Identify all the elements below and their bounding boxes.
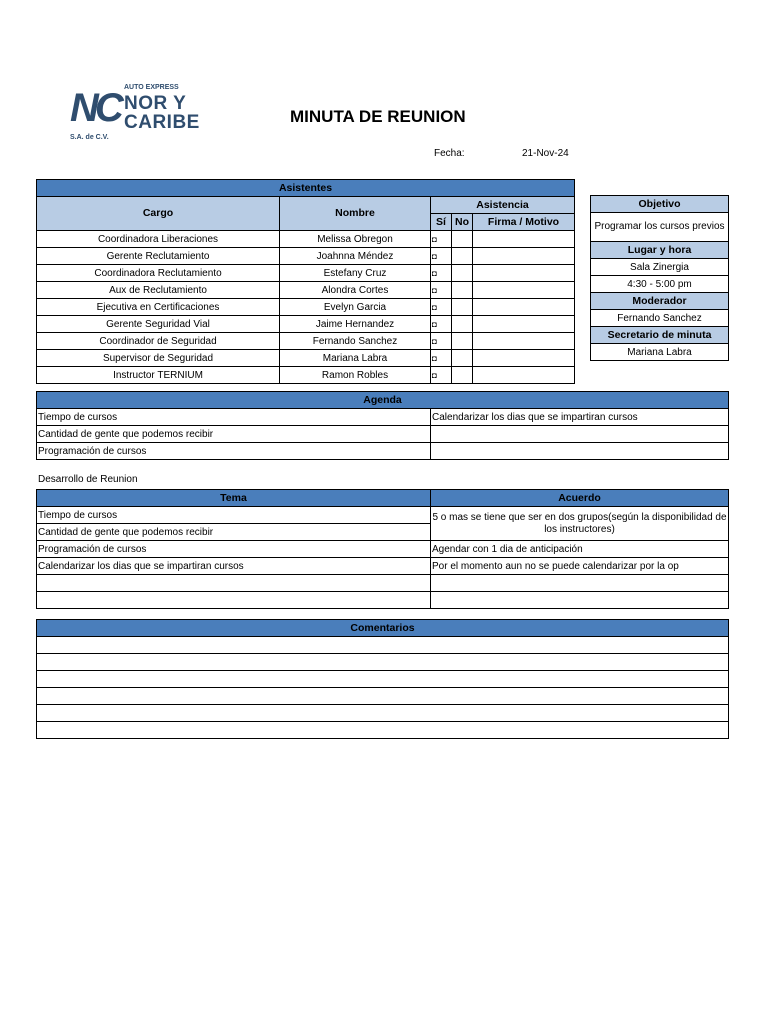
agenda-row xyxy=(37,409,729,426)
hora-value: 4:30 - 5:00 pm xyxy=(591,276,729,293)
nombre-cell: Mariana Labra xyxy=(280,350,431,367)
si-checkbox[interactable]: ◘ xyxy=(431,367,452,384)
asistente-row xyxy=(37,350,575,367)
col-cargo-header: Cargo xyxy=(37,197,280,231)
cargo-cell: Gerente Seguridad Vial xyxy=(37,316,280,333)
page-title: MINUTA DE REUNION xyxy=(290,107,466,126)
fecha-value: 21-Nov-24 xyxy=(522,148,569,159)
cargo-cell: Supervisor de Seguridad xyxy=(37,350,280,367)
firma-cell[interactable] xyxy=(473,367,575,384)
nombre-cell: Ramon Robles xyxy=(280,367,431,384)
cargo-cell: Aux de Reclutamiento xyxy=(37,282,280,299)
comentario-row xyxy=(37,722,729,739)
col-tema-header: Tema xyxy=(37,490,431,507)
cargo-cell: Ejecutiva en Certificaciones xyxy=(37,299,280,316)
acuerdo-cell xyxy=(431,592,729,609)
nombre-cell: Jaime Hernandez xyxy=(280,316,431,333)
comentario-row xyxy=(37,688,729,705)
nombre-cell: Alondra Cortes xyxy=(280,282,431,299)
logo-line1: NOR Y xyxy=(124,93,187,114)
col-acuerdo-header: Acuerdo xyxy=(431,490,729,507)
acuerdo-cell: 5 o mas se tiene que ser en dos grupos(según la disponibilidad de los instructores) xyxy=(431,507,729,541)
secretario-header: Secretario de minuta xyxy=(591,327,729,344)
asistente-row xyxy=(37,316,575,333)
agenda-cell: Calendarizar los dias que se impartiran cursos xyxy=(431,409,729,426)
tema-cell: Programación de cursos xyxy=(37,541,431,558)
firma-cell[interactable] xyxy=(473,350,575,367)
comentario-cell[interactable] xyxy=(37,671,729,688)
no-cell[interactable] xyxy=(452,299,473,316)
si-checkbox[interactable]: ◘ xyxy=(431,265,452,282)
comentarios-table xyxy=(36,619,729,739)
asistente-row xyxy=(37,248,575,265)
no-cell[interactable] xyxy=(452,367,473,384)
lugar-value: Sala Zinergia xyxy=(591,259,729,276)
comentario-cell[interactable] xyxy=(37,705,729,722)
comentario-row xyxy=(37,637,729,654)
secretario-value: Mariana Labra xyxy=(591,344,729,361)
comentario-row xyxy=(37,705,729,722)
cargo-cell: Coordinadora Liberaciones xyxy=(37,231,280,248)
comentario-cell[interactable] xyxy=(37,688,729,705)
fecha-label: Fecha: xyxy=(434,148,465,159)
agenda-row xyxy=(37,426,729,443)
no-cell[interactable] xyxy=(452,248,473,265)
company-logo xyxy=(70,84,210,144)
comentario-cell[interactable] xyxy=(37,637,729,654)
asistente-row xyxy=(37,282,575,299)
cargo-cell: Coordinador de Seguridad xyxy=(37,333,280,350)
acuerdo-cell: Agendar con 1 dia de anticipación xyxy=(431,541,729,558)
logo-line2: CARIBE xyxy=(124,112,200,133)
no-cell[interactable] xyxy=(452,333,473,350)
asistentes-table xyxy=(36,179,575,384)
asistente-row xyxy=(37,265,575,282)
asistente-row xyxy=(37,299,575,316)
si-checkbox[interactable]: ◘ xyxy=(431,333,452,350)
cargo-cell: Coordinadora Reclutamiento xyxy=(37,265,280,282)
comentario-cell[interactable] xyxy=(37,722,729,739)
agenda-cell: Programación de cursos xyxy=(37,443,431,460)
cargo-cell: Instructor TERNIUM xyxy=(37,367,280,384)
col-si-header: Sí xyxy=(431,214,452,231)
desarrollo-label: Desarrollo de Reunion xyxy=(38,474,138,485)
asistente-row xyxy=(37,333,575,350)
nombre-cell: Estefany Cruz xyxy=(280,265,431,282)
comentario-row xyxy=(37,654,729,671)
logo-top-text: AUTO EXPRESS xyxy=(124,84,179,91)
firma-cell[interactable] xyxy=(473,282,575,299)
comentario-row xyxy=(37,671,729,688)
si-checkbox[interactable]: ◘ xyxy=(431,350,452,367)
nombre-cell: Evelyn Garcia xyxy=(280,299,431,316)
col-asistencia-header: Asistencia xyxy=(431,197,575,214)
logo-mark: NC xyxy=(70,86,120,130)
objetivo-value: Programar los cursos previos xyxy=(591,213,729,242)
agenda-cell xyxy=(431,426,729,443)
no-cell[interactable] xyxy=(452,231,473,248)
info-table xyxy=(590,195,729,361)
no-cell[interactable] xyxy=(452,265,473,282)
lugar-header: Lugar y hora xyxy=(591,242,729,259)
no-cell[interactable] xyxy=(452,282,473,299)
agenda-cell xyxy=(431,443,729,460)
col-nombre-header: Nombre xyxy=(280,197,431,231)
tema-cell: Cantidad de gente que podemos recibir xyxy=(37,524,431,541)
acuerdo-cell: Por el momento aun no se puede calendarizar por la op xyxy=(431,558,729,575)
tema-cell: Calendarizar los dias que se impartiran cursos xyxy=(37,558,431,575)
si-checkbox[interactable]: ◘ xyxy=(431,316,452,333)
si-checkbox[interactable]: ◘ xyxy=(431,299,452,316)
agenda-table xyxy=(36,391,729,460)
nombre-cell: Fernando Sanchez xyxy=(280,333,431,350)
firma-cell[interactable] xyxy=(473,248,575,265)
firma-cell[interactable] xyxy=(473,299,575,316)
col-firma-header: Firma / Motivo xyxy=(473,214,575,231)
asistente-row xyxy=(37,367,575,384)
nombre-cell: Melissa Obregon xyxy=(280,231,431,248)
col-no-header: No xyxy=(452,214,473,231)
no-cell[interactable] xyxy=(452,316,473,333)
tema-cell: Tiempo de cursos xyxy=(37,507,431,524)
objetivo-header: Objetivo xyxy=(591,196,729,213)
cargo-cell: Gerente Reclutamiento xyxy=(37,248,280,265)
agenda-row xyxy=(37,443,729,460)
no-cell[interactable] xyxy=(452,350,473,367)
desarrollo-table xyxy=(36,489,729,609)
comentarios-title: Comentarios xyxy=(37,620,729,637)
agenda-cell: Cantidad de gente que podemos recibir xyxy=(37,426,431,443)
acuerdo-cell xyxy=(431,575,729,592)
tema-cell xyxy=(37,575,431,592)
firma-cell[interactable] xyxy=(473,265,575,282)
si-checkbox[interactable]: ◘ xyxy=(431,282,452,299)
firma-cell[interactable] xyxy=(473,231,575,248)
agenda-cell: Tiempo de cursos xyxy=(37,409,431,426)
asistente-row xyxy=(37,231,575,248)
moderador-header: Moderador xyxy=(591,293,729,310)
tema-cell xyxy=(37,592,431,609)
comentario-cell[interactable] xyxy=(37,654,729,671)
agenda-title: Agenda xyxy=(37,392,729,409)
asistentes-title: Asistentes xyxy=(37,180,575,197)
firma-cell[interactable] xyxy=(473,333,575,350)
logo-suffix: S.A. de C.V. xyxy=(70,134,109,141)
si-checkbox[interactable]: ◘ xyxy=(431,248,452,265)
si-checkbox[interactable]: ◘ xyxy=(431,231,452,248)
firma-cell[interactable] xyxy=(473,316,575,333)
nombre-cell: Joahnna Méndez xyxy=(280,248,431,265)
moderador-value: Fernando Sanchez xyxy=(591,310,729,327)
